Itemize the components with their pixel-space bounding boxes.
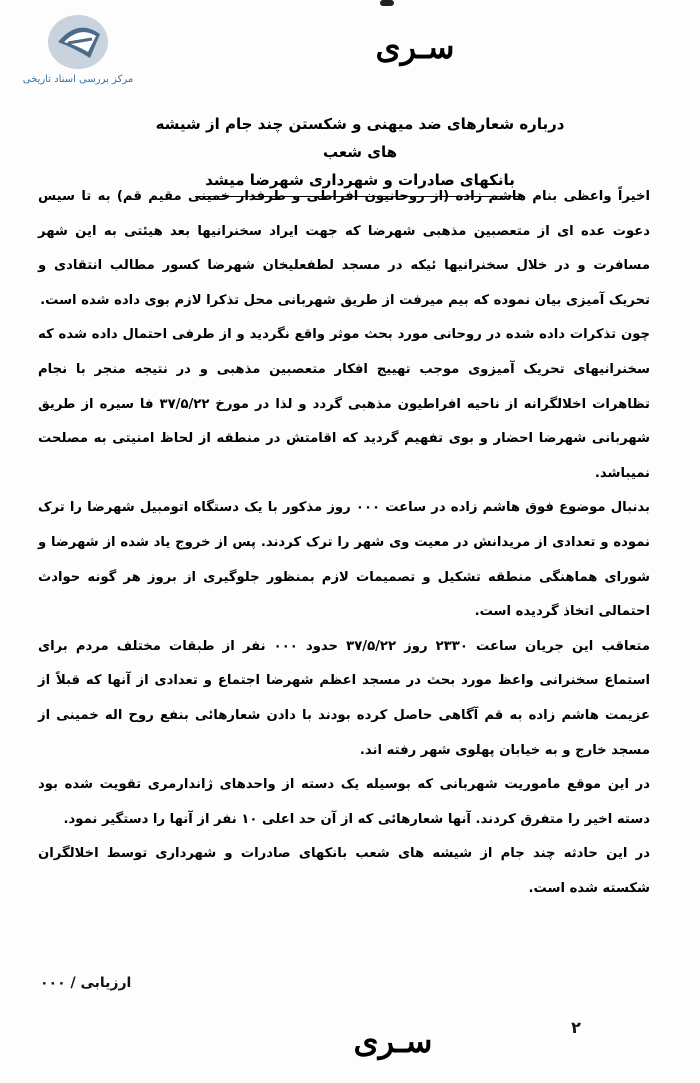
classification-mark-top: سـری — [375, 28, 455, 66]
paragraph-2: چون تذکرات داده شده در روحانی مورد بحث موثر واقع نگردید و از طرفی احتمال داده شده که سخنرانیهای تحریک آمیزوی موجب تهییج افکار متعصبین مذهبی و در نتیجه منجر با نجام تظاهرات اخلالگرانه از ناحیه افراطیون مذهبی گردد و لذا در مورخ ۳۷/۵/۲۲ فا سیره از طریق شهربانی شهرضا احضار و بوی تفهیم گردید که اقامتش در منطقه از لحاظ امنیتی به مصلحت نمیباشد. — [38, 327, 651, 481]
page-marker: ۲ — [571, 1018, 581, 1037]
ink-speck — [380, 0, 394, 6]
archive-logo-text: مرکز بررسی اسناد تاریخی — [22, 74, 134, 85]
reference-line: ارزیابی / ۰۰۰ — [40, 975, 132, 991]
paragraph-3: بدنبال موضوع فوق هاشم زاده در ساعت ۰۰۰ روز مذکور با یک دستگاه اتومبیل شهرضا را ترک نموده و تعدادی از مریدانش در معیت وی شهر را ترک کردند. پس از خروج یاد شده از شهرضا و شورای هماهنگی منطقه تشکیل و تصمیمات لازم بمنظور جلوگیری از بروز هر گونه حوادث احتمالی اتخاذ گردیده است. — [38, 500, 650, 620]
paragraph-6: در این حادثه چند جام از شیشه های شعب بانکهای صادرات و شهرداری توسط اخلالگران شکسته شده است. — [38, 846, 650, 896]
document-body — [38, 180, 650, 906]
heading-line-2: بانکهای صادرات و شهرداری شهرضا میشد — [195, 166, 525, 197]
paragraph-1: اخیراً واعظی بنام هاشم زاده (از روحانیون افراطی و طرفدار خمینی مقیم قم) به تا سیس دعوت عده ای از متعصبین مذهبی شهرضا که جهت ایراد سخنرانیها بعد هیئتی به این شهر مسافرت و در خلال سخنرانیها ئیکه در مسجد لطفعلیخان شهرضا کسور مطالب انتقادی و تحریک آمیزی بیان نموده که بیم میرفت از طریق شهربانی محل تذکرا لازم بوی داده شده است. — [38, 189, 650, 308]
archive-logo — [8, 12, 148, 92]
heading-line-1: درباره شعارهای ضد میهنی و شکستن چند جام از شیشه های شعب — [155, 115, 565, 161]
paragraph-5: در این موقع ماموریت شهربانی که بوسیله یک دسته از واحدهای ژاندارمری تقویت شده بود دسته اخیر را متفرق کردند. آنها شعارهائی که از آن حد اعلی ۱۰ نفر از آنها را دستگیر نمود. — [38, 777, 650, 827]
paragraph-4: متعاقب این جریان ساعت ۲۳۳۰ روز ۳۷/۵/۲۲ حدود ۰۰۰ نفر از طبقات مختلف مردم برای استماع سخنرانی واعظ مورد بحث در مسجد اعظم شهرضا اجتماع و تعدادی از آنها که قبلاً از عزیمت هاشم زاده به قم آگاهی حاصل کرده بودند با دادن شعارهائی بنفع روح اله خمینی از مسجد خارج و به خیابان پهلوی شهر رفته اند. — [38, 638, 650, 758]
archive-emblem-icon — [46, 12, 110, 72]
classification-mark-bottom: سـری — [353, 1022, 433, 1060]
